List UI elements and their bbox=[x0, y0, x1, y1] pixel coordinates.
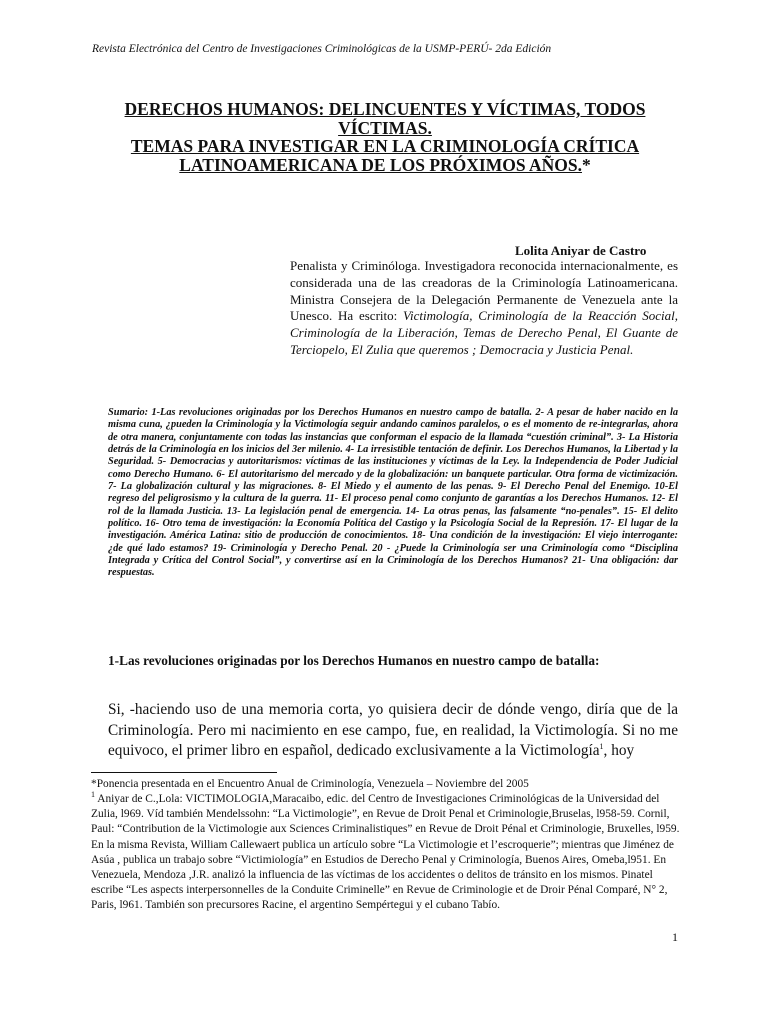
footnote-ref-1[interactable]: 1 bbox=[599, 741, 604, 751]
footnote-star: *Ponencia presentada en el Encuentro Anual de Criminología, Venezuela – Noviembre del 2005 bbox=[91, 778, 529, 790]
bio-works-2: El Guante de Terciopelo, El Zulia que queremos ; Democracia y Justicia Penal. bbox=[290, 325, 679, 357]
title-line-2: VÍCTIMAS. bbox=[338, 117, 432, 138]
paper-title bbox=[100, 100, 670, 174]
title-asterisk: * bbox=[581, 154, 591, 175]
summary-abstract: Sumario: 1-Las revoluciones originadas por los Derechos Humanos en nuestro campo de batalla. 2- A pesar de haber nacido en la misma cuna, ¿pueden la Criminología y la Victimología seguir andando caminos paralelos, o es el momento de re-integrarlas, ahora de otra manera, conjuntamente con todas las instancias que conforman el espacio de la llamada “cuestión criminal”. 3- La Historia detrás de la Criminología en los inicios del 3er milenio. 4- La irresistible tentación de definir. Los Derechos Humanos, la Libertad y la Seguridad. 5- Democracias y autoritarismos: víctimas de las instituciones y víctimas de la Ley. la Independencia de Poder Judicial como Derecho Humano. 6- El autoritarismo del mercado y de la globalización: un banquete particular. Otra forma de victimización. 7- La globalización cultural y las migraciones. 8- El Miedo y el aumento de las penas. 9- El Derecho Penal del Enemigo. 10-El regreso del peligrosismo y la cultura de la guerra. 11- El proceso penal como conjunto de garantías a los Derechos Humanos. 12- El rol de la llamada Justicia. 13- La legislación penal de emergencia. 14- La otras penas, las falsamente “no-penales”. 15- El delito político. 16- Otro tema de investigación: la Economía Política del Castigo y la Psicología Social de la Represión. 17- El lugar de la investigación. América Latina: sitio de producción de conocimientos. 18- Una condición de la investigación: El viejo interrogante: ¿de qué lado estamos? 19- Criminología y Derecho Penal. 20 - ¿Puede la Criminología ser una Criminología como “Disciplina Integrada y Crítica del Control Social”, y convertirse así en la Criminología de los Derechos Humanos? 21- Una obligación: dar respuestas. bbox=[108, 407, 678, 579]
section-1-heading: 1-Las revoluciones originadas por los Derechos Humanos en nuestro campo de batalla: bbox=[108, 653, 600, 668]
paragraph-text: Si, -haciendo uso de una memoria corta, yo quisiera decir de dónde vengo, diría que de la Criminología. Pero mi nacimiento en ese campo, fue, en realidad, la Victimología. Si no me equivoco, el primer libro en español, dedicado exclusivamente a la Victimología bbox=[108, 701, 678, 759]
page-number: 1 bbox=[672, 930, 678, 944]
author-name: Lolita Aniyar de Castro bbox=[515, 243, 647, 258]
footnote-1-mark: 1 bbox=[91, 790, 95, 800]
body-paragraph bbox=[108, 700, 678, 762]
footnote-1 bbox=[91, 792, 681, 914]
paragraph-tail: , hoy bbox=[603, 742, 635, 759]
bio-comma: , bbox=[597, 325, 601, 341]
footnote-1-text: Aniyar de C.,Lola: VICTIMOLOGIA,Maracaibo, edic. del Centro de Investigaciones Criminológicas de la Universidad del Zulia, l969. Víd también Mendelssohn: “La Victimologie”, en Revue de Droit Penal et Criminologie,Bruselas, l958-59. Cornil, Paul: “Contribution de la Victimologie aux Sciences Criminalistiques” en Revue de Droit Pénal et Criminologie, Bruxelles, l959. En la misma Revista, William Callewaert publica un artículo sobre “La Victimologie et l’escroquerie”; mientras que Jiménez de Asúa , publica un trabajo sobre “Victimiología” en Estudios de Derecho Penal y Criminología, Buenos Aires, Omeba,l951. En Venezuela, Mendoza ,J.R. analizó la influencia de las víctimas de los accidentes o delitos de tránsito en los mismos. Pinatel escribe “Les aspects interpersonnelles de la Conduite Criminelle” en Revue de Criminologie et de Droir Pénal Comparé, N° 2, Paris, l961. También son precursores Racine, el argentino Sempértegui y el cubano Tabío. bbox=[91, 793, 680, 912]
title-line-4-wrap bbox=[179, 155, 590, 175]
bio-text: Penalista y Criminóloga. Investigadora reconocida internacionalmente, es considerada una de las creadoras de la Criminología Latinoamericana. Ministra Consejera de la Delegación Permanente de Venezuela ante la Unesco. Ha escrito: bbox=[290, 258, 678, 324]
footnote-divider bbox=[91, 772, 277, 773]
title-line-1: DERECHOS HUMANOS: DELINCUENTES Y VÍCTIMAS, TODOS bbox=[124, 99, 646, 119]
author-bio bbox=[290, 258, 678, 359]
journal-header: Revista Electrónica del Centro de Investigaciones Criminológicas de la USMP-PERÚ- 2da Edición bbox=[92, 43, 552, 55]
title-line-4: LATINOAMERICANA DE LOS PRÓXIMOS AÑOS. bbox=[179, 154, 582, 175]
title-line-3: TEMAS PARA INVESTIGAR EN LA CRIMINOLOGÍA CRÍTICA bbox=[130, 136, 640, 156]
bio-works-1: Victimología, Criminología de la Reacción Social, Criminología de la Liberación, Temas de Derecho Penal bbox=[290, 308, 678, 341]
